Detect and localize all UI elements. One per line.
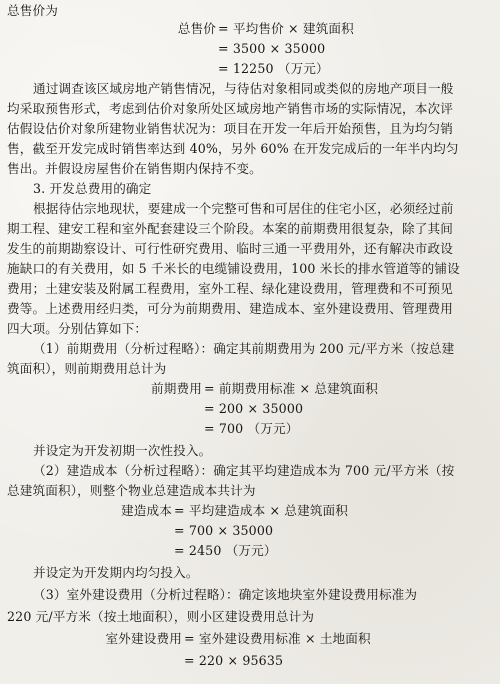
eq-total-price-rhs1: = 平均售价 × 建筑面积	[218, 21, 354, 36]
para-costs-line-3: 发生的前期勘察设计、可行性研究费用、临时三通一平费用外，还有解决市政设	[7, 241, 454, 256]
para-sales-line-3: 估假设估价对象所建物业销售状况为：项目在开发一年后开始预售，且为均匀销	[7, 121, 454, 136]
eq-total-price-rhs3: = 12250 （万元）	[218, 61, 329, 76]
item3-eq-rhs2: = 220 × 95635	[184, 653, 284, 668]
item1-eq-lhs: 前期费用	[151, 381, 202, 396]
item3-eq-rhs1: = 室外建设费用标准 × 土地面积	[184, 631, 371, 646]
para-costs-line-6: 费等。上述费用经归类，可分为前期费用、建造成本、室外建设费用、管理费用	[7, 301, 454, 316]
item2-line-2: 总建筑面积），则整个物业总建造成本共计为	[7, 483, 256, 498]
para-sales-line-1: 通过调查该区域房地产销售情况，与待估对象相同或类似的房地产项目一般	[33, 81, 454, 96]
eq-total-price-rhs2: = 3500 × 35000	[218, 41, 326, 56]
item1-line-2: 筑面积），则前期费用总计为	[7, 361, 167, 376]
item2-eq-rhs1: = 平均建造成本 × 总建筑面积	[174, 503, 349, 518]
para-costs-line-7: 四大项。分别估算如下：	[7, 321, 148, 336]
item1-note: 并设定为开发初期一次性投入。	[33, 443, 212, 458]
para-costs-line-1: 根据待估宗地现状，要建成一个完整可售和可居住的住宅小区，必须经过前	[33, 201, 454, 216]
para-costs-line-4: 施缺口的有关费用，如 5 千米长的电缆铺设费用，100 米长的排水管道等的铺设	[7, 261, 460, 276]
intro-label: 总售价为	[7, 3, 58, 18]
item1-eq-rhs2: = 200 × 35000	[204, 401, 304, 416]
item2-eq-rhs2: = 700 × 35000	[174, 523, 274, 538]
item3-line-2: 220 元/平方米（按土地面积），则小区建设费用总计为	[7, 609, 315, 624]
para-sales-line-5: 售出。并假设房屋售价在销售期内保持不变。	[7, 161, 262, 176]
item1-eq-rhs3: = 700 （万元）	[204, 421, 299, 436]
para-costs-line-5: 费用；土建安装及附属工程费用，室外工程、绿化建设费用，管理费和不可预见	[7, 281, 454, 296]
item2-line-1: （2）建造成本（分析过程略）：确定其平均建造成本为 700 元/平方米（按	[33, 463, 455, 478]
item2-eq-rhs3: = 2450 （万元）	[174, 543, 277, 558]
item3-eq-lhs: 室外建设费用	[105, 631, 182, 646]
item1-eq-rhs1: = 前期费用标准 × 总建筑面积	[204, 381, 379, 396]
section-3-title: 3. 开发总费用的确定	[33, 181, 152, 196]
para-sales-line-2: 均采取预售形式，考虑到估价对象所处区域房地产销售市场的实际情况，本次评	[7, 101, 454, 116]
eq-total-price-lhs: 总售价	[177, 21, 216, 36]
item1-line-1: （1）前期费用（分析过程略）：确定其前期费用为 200 元/平方米（按总建	[33, 341, 455, 356]
para-sales-line-4: 售，截至开发完成时销售率达到 40%，另外 60% 在开发完成后的一年半内均匀	[7, 141, 459, 156]
para-costs-line-2: 期工程、建安工程和室外配套建设三个阶段。本案的前期费用很复杂，除了其间	[7, 221, 454, 236]
item2-eq-lhs: 建造成本	[121, 503, 172, 518]
item3-line-1: （3）室外建设费用（分析过程略）：确定该地块室外建设费用标准为	[33, 587, 418, 602]
item2-note: 并设定为开发期内均匀投入。	[33, 565, 199, 580]
